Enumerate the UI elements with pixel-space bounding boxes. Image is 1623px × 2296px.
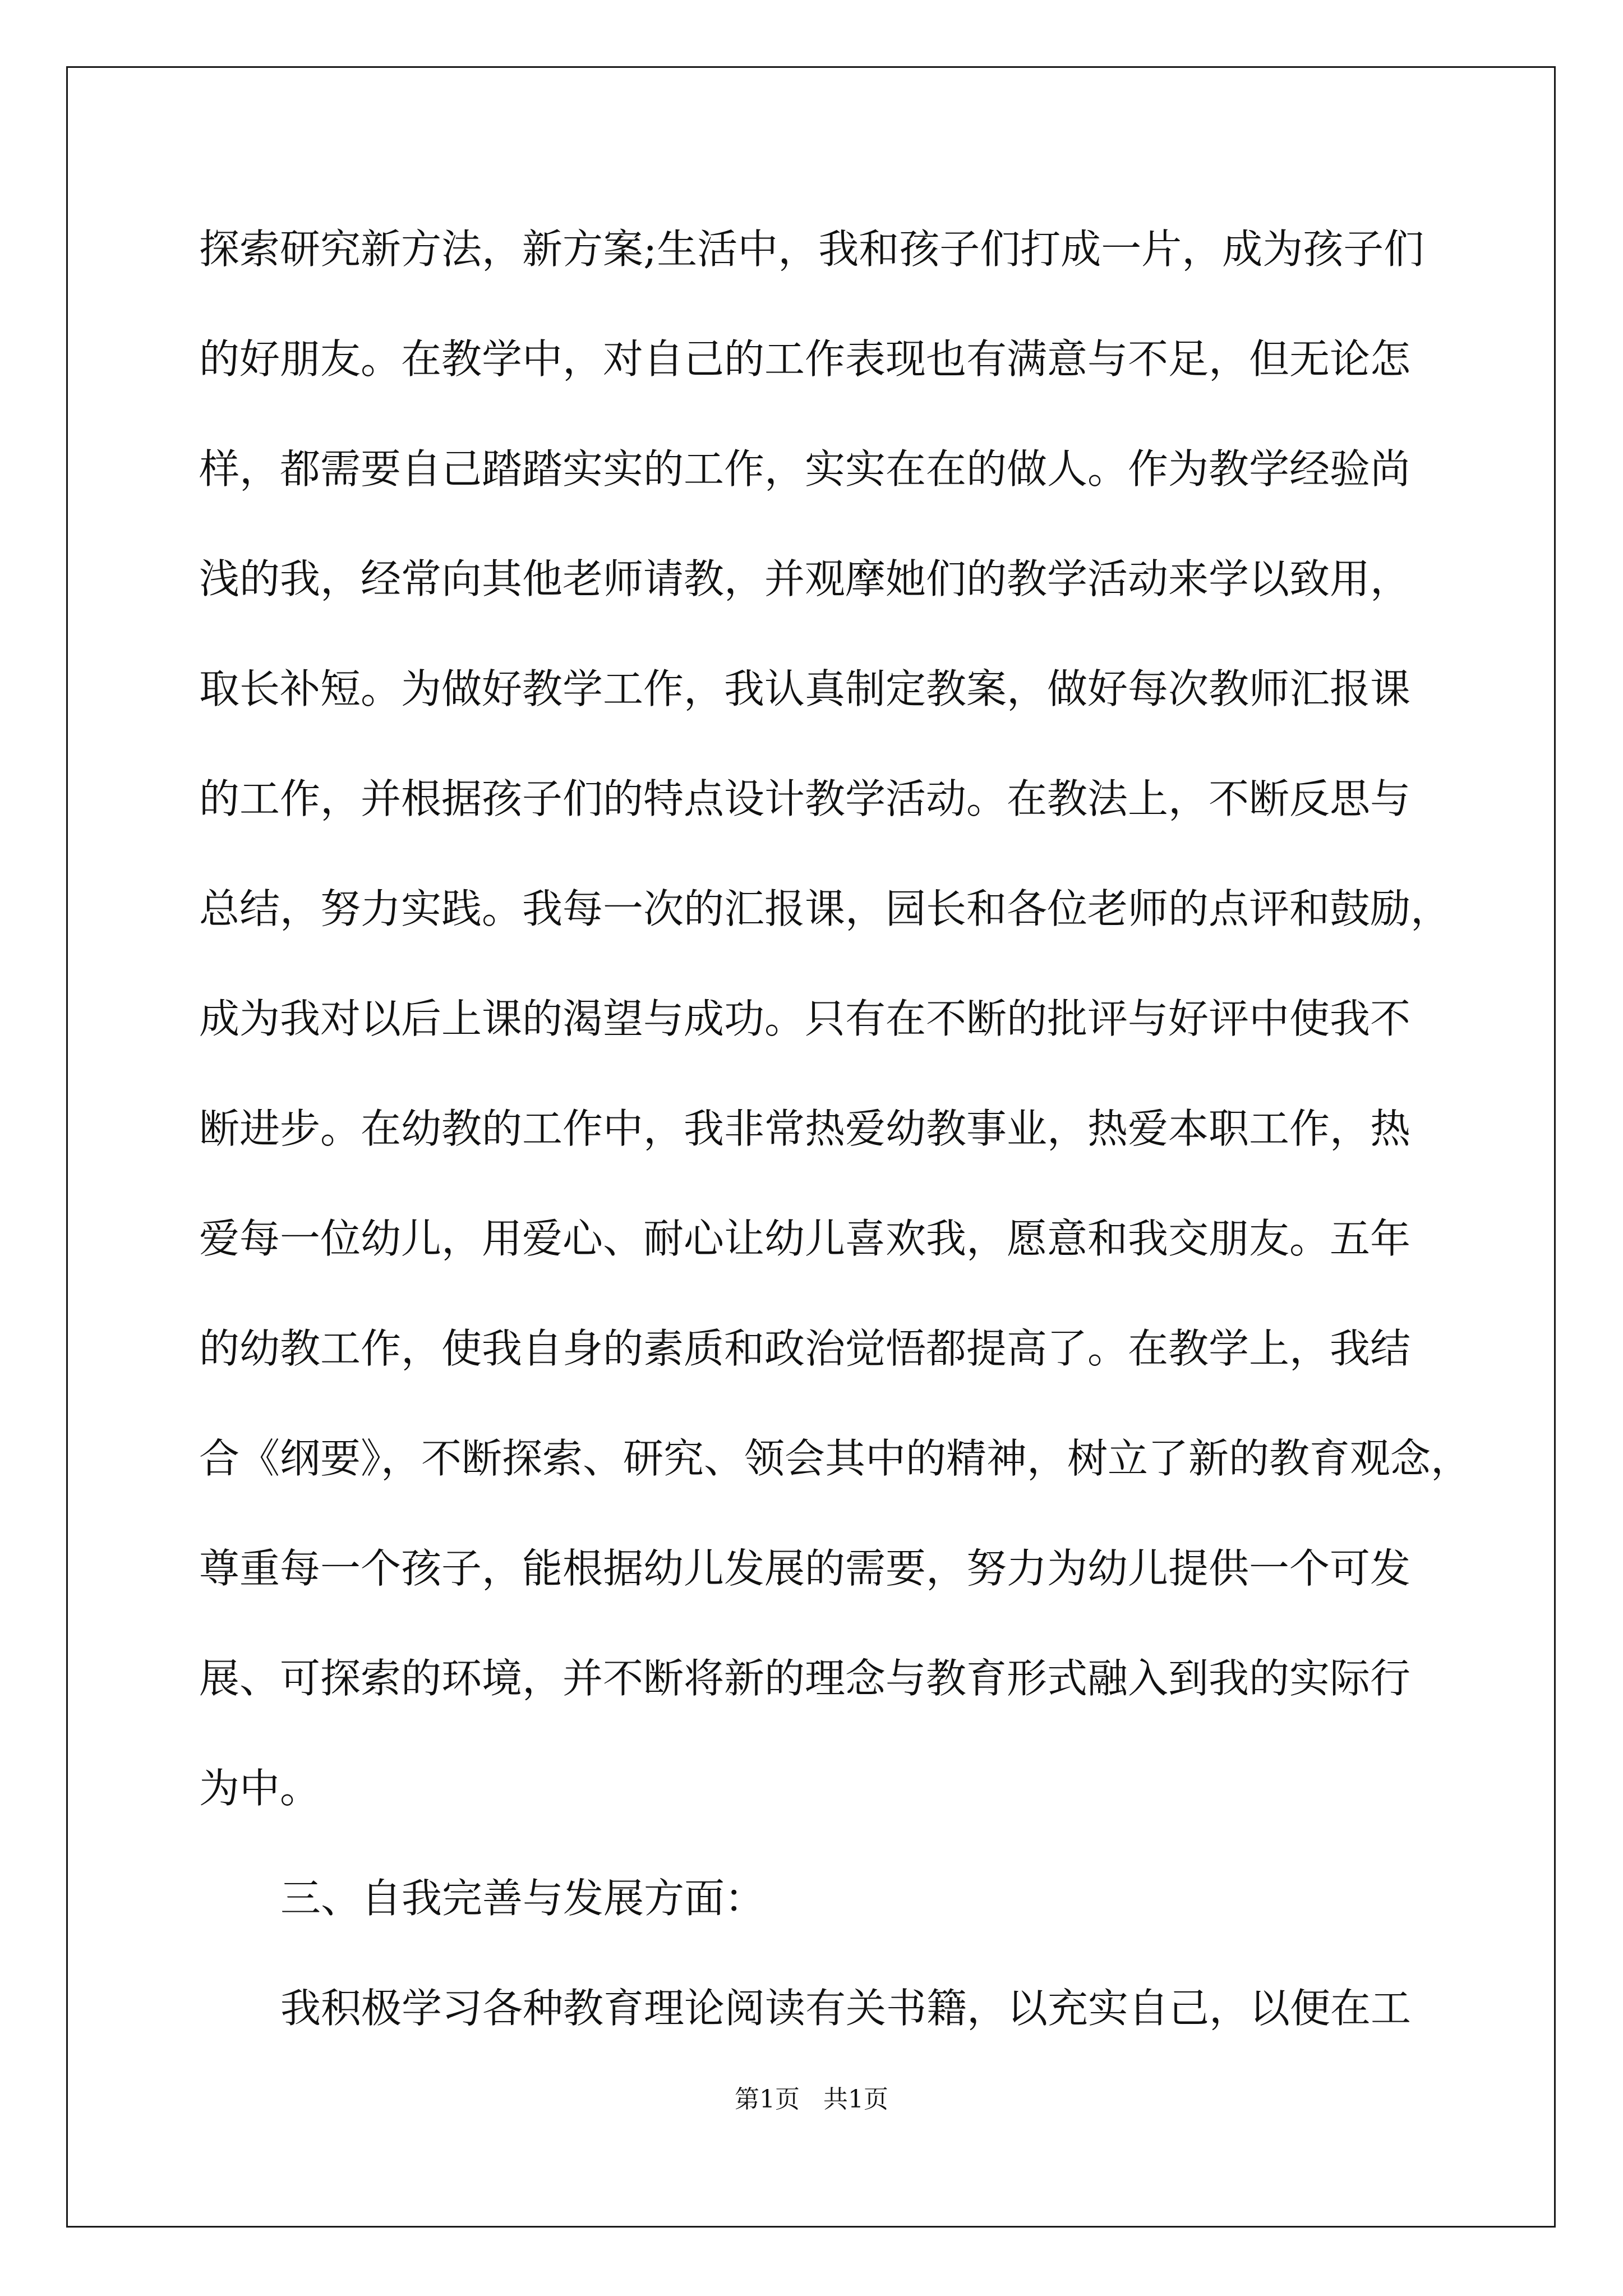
body-line-12: 合《纲要》，不断探索、研究、领会其中的精神，树立了新的教育观念， — [199, 1435, 1472, 1482]
body-line-17: 我积极学习各种教育理论阅读有关书籍，以充实自己，以便在工 — [280, 1985, 1412, 2032]
body-line-14: 展、可探索的环境，并不断将新的理念与教育形式融入到我的实际行 — [199, 1655, 1411, 1702]
body-line-4: 浅的我，经常向其他老师请教，并观摩她们的教学活动来学以致用， — [199, 555, 1411, 602]
body-line-2: 的好朋友。在教学中，对自己的工作表现也有满意与不足，但无论怎 — [199, 335, 1411, 383]
body-line-7: 总结，努力实践。我每一次的汇报课，园长和各位老师的点评和鼓励， — [199, 885, 1451, 932]
body-line-9: 断进步。在幼教的工作中，我非常热爱幼教事业，热爱本职工作，热 — [199, 1105, 1411, 1152]
body-line-11: 的幼教工作，使我自身的素质和政治觉悟都提高了。在教学上，我结 — [199, 1325, 1411, 1372]
body-line-8: 成为我对以后上课的渴望与成功。只有在不断的批评与好评中使我不 — [199, 995, 1411, 1042]
page-footer: 第1页 共1页 — [735, 2085, 888, 2114]
body-line-3: 样，都需要自己踏踏实实的工作，实实在在的做人。作为教学经验尚 — [199, 445, 1411, 493]
body-line-5: 取长补短。为做好教学工作，我认真制定教案，做好每次教师汇报课 — [199, 665, 1411, 712]
body-line-6: 的工作，并根据孩子们的特点设计教学活动。在教法上，不断反思与 — [199, 775, 1411, 822]
body-line-10: 爱每一位幼儿，用爱心、耐心让幼儿喜欢我，愿意和我交朋友。五年 — [199, 1215, 1411, 1262]
body-line-1: 探索研究新方法，新方案;生活中，我和孩子们打成一片，成为孩子们 — [199, 226, 1424, 273]
body-line-15: 为中。 — [199, 1765, 321, 1812]
section-heading: 三、自我完善与发展方面： — [280, 1875, 766, 1922]
body-line-13: 尊重每一个孩子，能根据幼儿发展的需要，努力为幼儿提供一个可发 — [199, 1545, 1411, 1592]
